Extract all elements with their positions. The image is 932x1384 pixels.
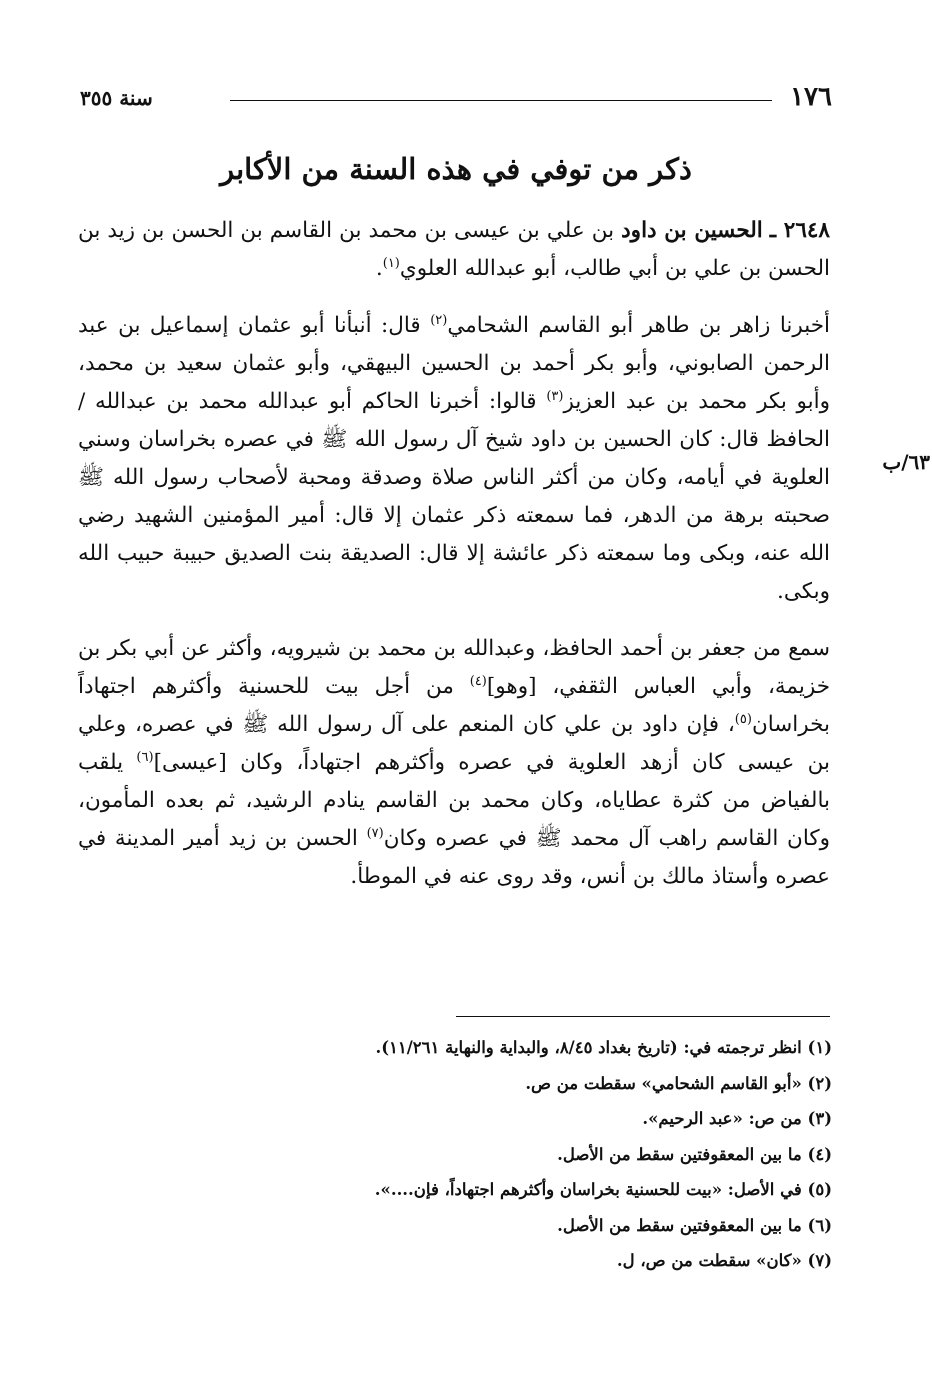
entry-number: ٢٦٤٨ ـ: [769, 218, 830, 243]
footnote: (١) انظر ترجمته في: (تاريخ بغداد ٨/٤٥، والبداية والنهاية ١١/٢٦١).: [375, 1038, 832, 1057]
page-number: ١٧٦: [790, 82, 832, 112]
footnote-reference: (٢): [430, 312, 448, 328]
isnad-paragraph: [78, 307, 830, 611]
paragraph-text: قالوا: أخبرنا الحاكم أبو عبدالله محمد بن عبدالله / الحافظ قال: كان الحسين بن داود شيخ آل رسول الله ﷺ في عصره بخراسان وسني العلوية في أيامه، وكان من أكثر الناس صلاة وصدقة ومحبة لأصحاب رسول الله ﷺ صحبته برهة من الدهر، فما سمعته ذكر عثمان إلا قال: أمير المؤمنين الشهيد رضي الله عنه، وبكى وما سمعته ذكر عائشة إلا قال: الصديقة بنت الصديق حبيبة حبيب الله وبكى.: [78, 389, 830, 604]
footnote: (٧) «كان» سقطت من ص، ل.: [616, 1251, 832, 1270]
biography-heading-paragraph: [78, 212, 830, 288]
narration-paragraph: [78, 630, 830, 896]
footnote: (٢) «أبو القاسم الشحامي» سقطت من ص.: [525, 1073, 832, 1093]
footnote: (٤) ما بين المعقوفتين سقط من الأصل.: [557, 1144, 832, 1164]
paragraph-text: سمع من جعفر بن أحمد الحافظ، وعبدالله بن محمد بن شيرويه، وأكثر عن أبي بكر بن خزيمة، وأبي العباس الثقفي، [وهو]: [78, 636, 830, 699]
footnote-reference: (٧): [366, 825, 384, 841]
footnote-reference: (٦): [136, 749, 154, 765]
section-title: ذكر من توفي في هذه السنة من الأكابر: [220, 152, 692, 186]
footnote-reference: (٥): [734, 711, 752, 727]
footnote: (٦) ما بين المعقوفتين سقط من الأصل.: [557, 1215, 832, 1235]
footnote-separator: [456, 1016, 830, 1017]
paragraph-text: يلقب بالفياض من كثرة عطاياه، وكان محمد بن القاسم ينادم الرشيد، ثم بعده المأمون، وكان القاسم راهب آل محمد ﷺ في عصره وكان: [78, 750, 830, 851]
main-text: [78, 212, 830, 896]
footnote-reference: (٤): [469, 673, 487, 689]
entry-name: الحسين بن داود: [621, 218, 763, 243]
footnote: (٥) في الأصل: «بيت للحسنية بخراسان وأكثرهم اجتهاداً، فإن....».: [374, 1180, 832, 1199]
footnote-reference: (١): [382, 255, 400, 271]
paragraph-text: ، فإن داود بن علي كان المنعم على آل رسول الله ﷺ في عصره، وعلي بن عيسى كان أزهد العلوية في عصره وأكثرهم اجتهاداً، وكان [عيسى]: [78, 712, 830, 775]
paragraph-text: .: [375, 256, 383, 281]
paragraph-text: من أجل بيت للحسنية وأكثرهم اجتهاداً بخراسان: [78, 674, 830, 737]
footnotes: [80, 1030, 832, 1279]
paragraph-text: أخبرنا زاهر بن طاهر أبو القاسم الشحامي: [447, 313, 830, 338]
header-rule: [230, 100, 772, 101]
footnote-reference: (٣): [546, 388, 564, 404]
running-head-year: سنة ٣٥٥: [80, 86, 153, 110]
paragraph-text: قال: أنبأنا أبو عثمان إسماعيل بن عبد الرحمن الصابوني، وأبو بكر أحمد بن الحسين البيهقي، وأبو عثمان سعيد بن محمد، وأبو بكر محمد بن عبد العزيز: [78, 313, 830, 414]
paragraph-text: بن علي بن عيسى بن محمد بن القاسم بن الحسن بن زيد بن الحسن بن علي بن أبي طالب، أبو عبدالله العلوي: [78, 218, 830, 281]
running-head: [80, 82, 832, 116]
manuscript-folio-note: ٦٣/ب: [882, 450, 930, 474]
footnote: (٣) من ص: «عبد الرحيم».: [642, 1109, 832, 1128]
paragraph-text: الحسن بن زيد أمير المدينة في عصره وأستاذ مالك بن أنس، وقد روى عنه في الموطأ.: [78, 826, 830, 889]
